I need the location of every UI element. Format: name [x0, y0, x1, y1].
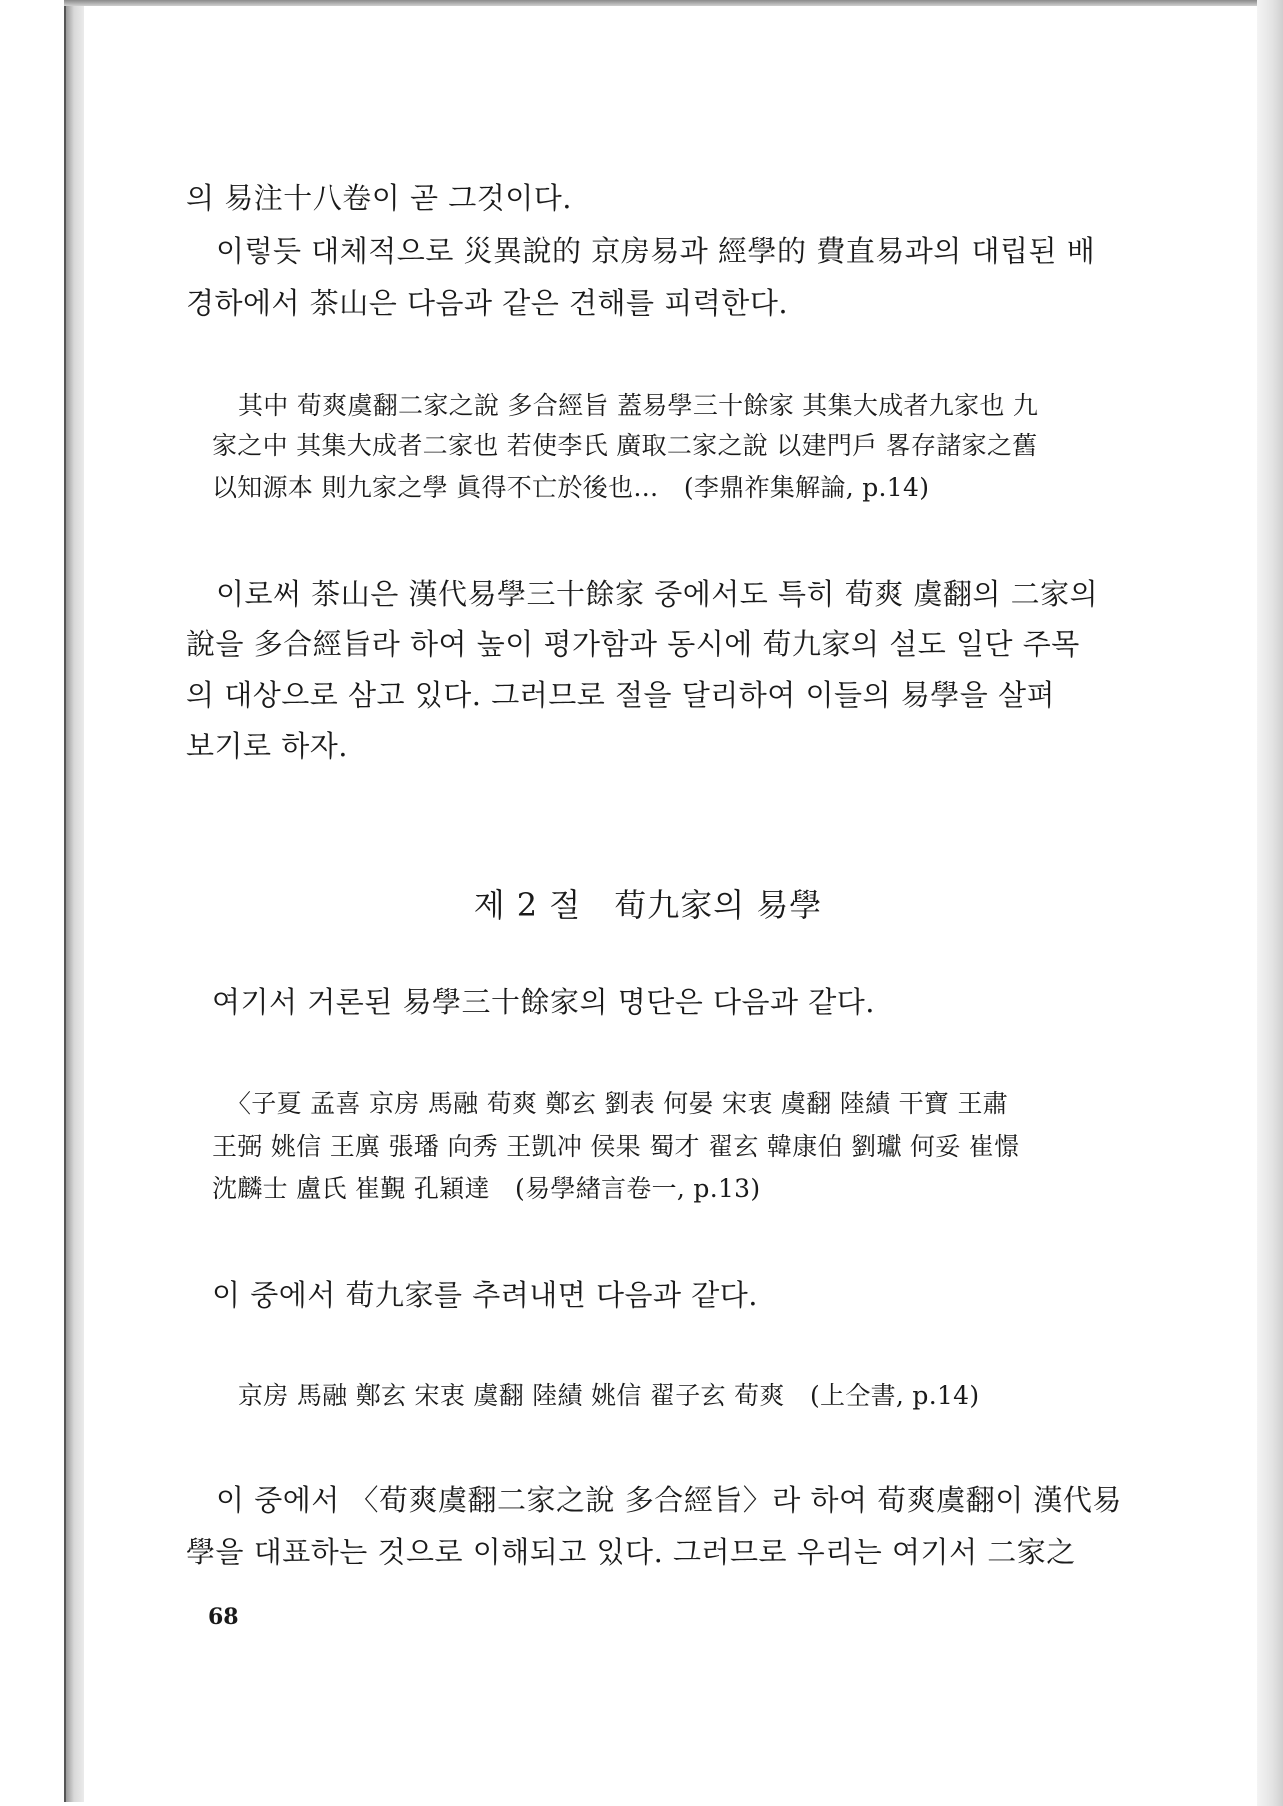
text-line: 경하에서 茶山은 다음과 같은 견해를 피력한다.	[186, 286, 789, 320]
page-edge-right	[1257, 0, 1283, 1806]
text-line: 의 易注十八卷이 곧 그것이다.	[186, 181, 572, 215]
text-line: 이렇듯 대체적으로 災異說的 京房易과 經學的 費直易과의 대립된 배	[216, 234, 1096, 268]
section-heading: 제 2 절 荀九家의 易學	[473, 886, 823, 924]
text-line: 의 대상으로 삼고 있다. 그러므로 절을 달리하여 이들의 易學을 살펴	[186, 678, 1056, 712]
text-line: 이 중에서 〈荀爽虞翻二家之說 多合經旨〉라 하여 荀爽虞翻이 漢代易	[216, 1483, 1122, 1517]
text-line: 여기서 거론된 易學三十餘家의 명단은 다음과 같다.	[212, 985, 876, 1019]
text-line: 이로써 茶山은 漢代易學三十餘家 중에서도 특히 荀爽 虞翻의 二家의	[216, 577, 1099, 611]
quote-line: 其中 荀爽虞翻二家之說 多合經旨 蓋易學三十餘家 其集大成者九家也 九	[238, 391, 1039, 420]
quote-line: 王弼 姚信 王廙 張璠 向秀 王凱冲 侯果 蜀才 翟玄 韓康伯 劉瓛 何妥 崔憬	[212, 1132, 1020, 1161]
text-line: 說을 多合經旨라 하여 높이 평가함과 동시에 荀九家의 설도 일단 주목	[186, 627, 1080, 661]
quote-line: 京房 馬融 鄭玄 宋衷 虞翻 陸績 姚信 翟子玄 荀爽 (上仝書, p.14)	[238, 1381, 980, 1410]
text-line: 이 중에서 荀九家를 추려내면 다음과 같다.	[212, 1278, 759, 1312]
page-edge-left	[64, 6, 86, 1802]
quote-line: 家之中 其集大成者二家也 若使李氏 廣取二家之說 以建門戶 畧存諸家之舊	[212, 431, 1038, 460]
quote-line: 以知源本 則九家之學 眞得不亡於後也… (李鼎祚集解論, p.14)	[212, 473, 930, 502]
quote-line: 〈子夏 孟喜 京房 馬融 荀爽 鄭玄 劉表 何晏 宋衷 虞翻 陸績 干寶 王肅	[226, 1089, 1009, 1118]
quote-line: 沈麟士 盧氏 崔覲 孔穎達 (易學緖言卷一, p.13)	[212, 1174, 761, 1203]
text-line: 보기로 하자.	[186, 729, 349, 763]
text-line: 學을 대표하는 것으로 이해되고 있다. 그러므로 우리는 여기서 二家之	[186, 1535, 1076, 1569]
page-number: 68	[208, 1604, 239, 1630]
